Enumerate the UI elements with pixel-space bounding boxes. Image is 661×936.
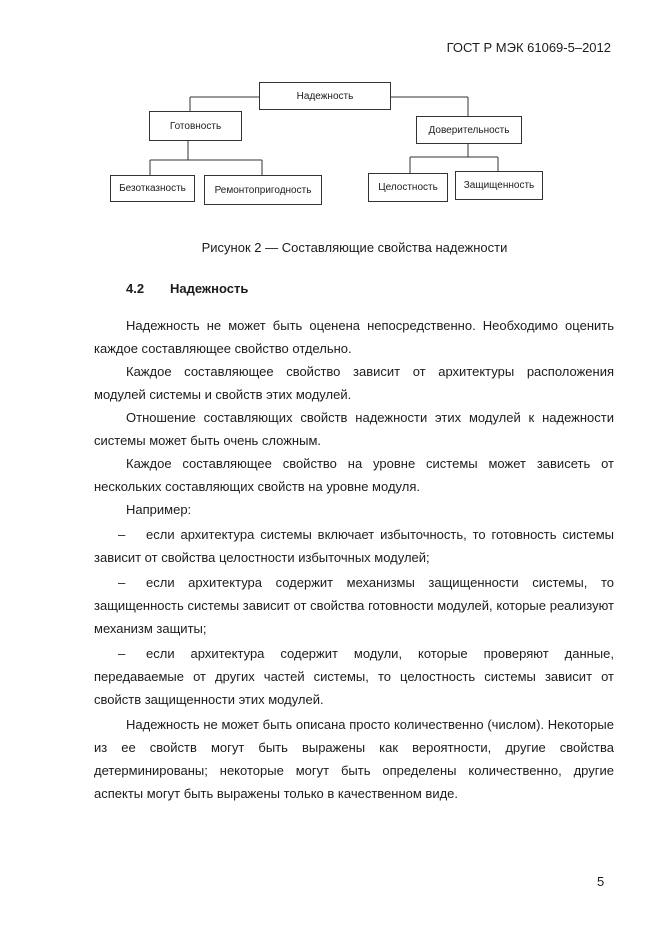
hierarchy-diagram-lines [0,0,661,230]
list-marker: – [118,575,126,590]
paragraph: Каждое составляющее свойство на уровне системы может зависеть от нескольких составляющих свойств на уровне модуля. [94,456,614,494]
section-title: Надежность [170,281,249,296]
paragraph: Надежность не может быть оценена непосредственно. Необходимо оценить каждое составляющее свойство отдельно. [94,318,614,356]
paragraph: Отношение составляющих свойств надежности этих модулей к надежности системы может быть очень сложным. [94,410,614,448]
body-text [94,314,614,805]
diagram-node-trustworthiness: Доверительность [416,116,522,144]
diagram-node-integrity: Целостность [368,173,448,202]
paragraph-final: Надежность не может быть описана просто количественно (числом). Некоторые из ее свойств могут быть выражены как вероятности, другие свойства детерминированы; некоторые могут быть определены количественно, другие аспекты могут быть выражены только в качественном виде. [94,717,614,801]
document-standard-header: ГОСТ Р МЭК 61069-5–2012 [446,40,611,55]
figure-caption: Рисунок 2 — Составляющие свойства надежности [201,240,508,255]
diagram-node-maintainability: Ремонтопригодность [204,175,322,205]
list-marker: – [118,646,126,661]
diagram-node-security: Защищенность [455,171,543,200]
page-number: 5 [597,874,605,889]
list-item [94,642,614,711]
diagram-node-reliability: Безотказность [110,175,195,202]
paragraph-example-intro: Например: [126,502,192,517]
list-item-text: если архитектура содержит механизмы защищенности системы, то защищенность системы зависит от свойства готовности модулей, которые реализуют механизм защиты; [94,575,614,636]
list-item [94,523,614,569]
list-item-text: если архитектура системы включает избыточность, то готовность системы зависит от свойства целостности избыточных модулей; [94,527,614,565]
diagram-node-dependability: Надежность [259,82,391,110]
list-item-text: если архитектура содержит модули, которые проверяют данные, передаваемые от других частей системы, то целостность системы зависит от свойств защищенности этих модулей. [94,646,614,707]
list-item [94,571,614,640]
diagram-node-availability: Готовность [149,111,242,141]
list-marker: – [118,527,126,542]
section-number: 4.2 [126,281,145,296]
paragraph: Каждое составляющее свойство зависит от архитектуры расположения модулей системы и свойств этих модулей. [94,364,614,402]
